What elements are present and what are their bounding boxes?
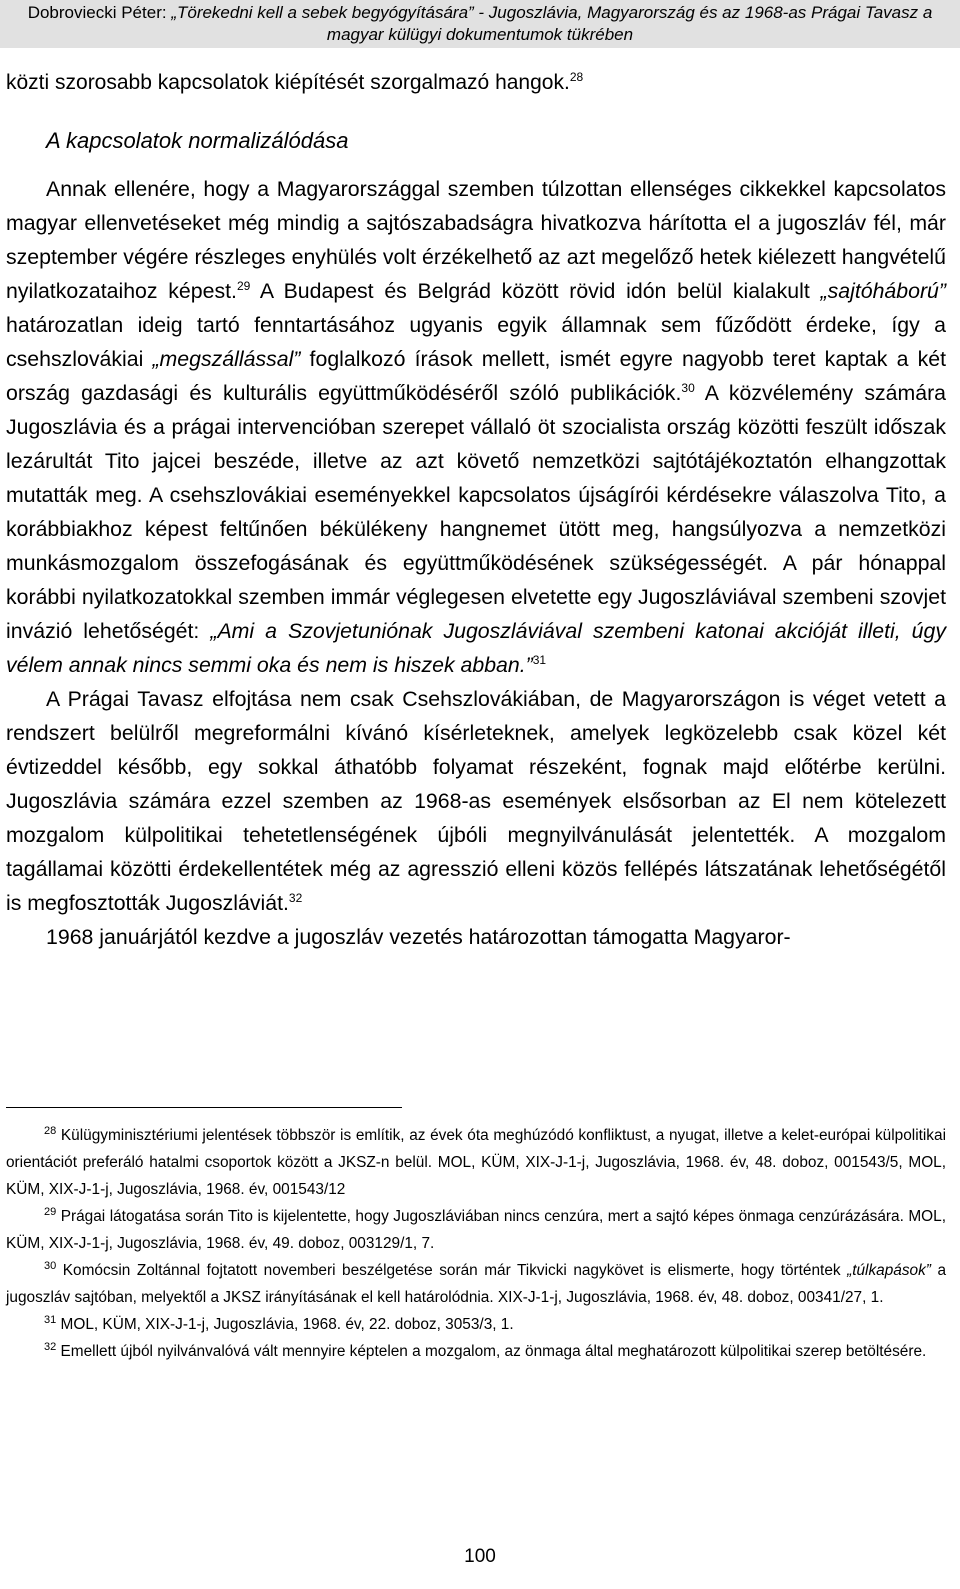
tito-quote: „Ami a Szovjetuniónak Jugoszláviával szembeni katonai akcióját illeti, úgy vélem annak nincs semmi oka és nem is hiszek abban.” <box>6 619 946 677</box>
section-heading: A kapcsolatok normalizálódása <box>46 128 349 153</box>
footnote-ref-31[interactable]: 31 <box>532 652 547 667</box>
p1-text-b: A Budapest és Belgrád között rövid idón belül kialakult <box>250 279 821 303</box>
footnote-number: 28 <box>44 1124 57 1137</box>
footnote-28 <box>6 1122 946 1203</box>
footnote-text: a jugoszláv sajtóban, melyektől a JKSZ irányításának el kell határolódnia. XIX-J-1-j, Jugoszlávia, 1968. év, 48. doboz, 00341/27, 1. <box>6 1262 947 1306</box>
footnote-text: MOL, KÜM, XIX-J-1-j, Jugoszlávia, 1968. év, 22. doboz, 3053/3, 1. <box>60 1316 514 1333</box>
p2-text: A Prágai Tavasz elfojtása nem csak Csehszlovákiában, de Magyarországon is véget vetett a rendszert belülről megreformálni kívánó kísérleteknek, amelyek legközelebb csak közel két évtizeddel később, egy sokkal áthatóbb folyamat részeként, fognak majd előtérbe kerülni. Jugoszlávia számára ezzel szemben az 1968-as események elsősorban az El nem kötelezett mozgalom külpolitikai tehetetlenségének újbóli megnyilvánulását jelentették. A mozgalom tagállamai közötti érdekellentétek még az agresszió elleni közös fellépés látszatának lehetőségétől is megfosztották Jugoszláviát. <box>6 687 946 915</box>
p1-text-a: Annak ellenére, hogy a Magyarországgal szemben túlzottan ellenséges cikkekkel kapcsolatos magyar ellenvetéseket még mindig a sajtószabadságra hivatkozva hárította el a jugoszláv fél, már szeptember végére részleges enyhülés volt érzékelhető az azt megelőző hetek kiélezett hangvételű nyilatkozataihoz képest. <box>6 177 946 303</box>
page-number: 100 <box>464 1546 496 1567</box>
p1-text-e: A közvélemény számára Jugoszlávia és a prágai intervencióban szerepet vállaló öt szocialista ország közötti feszült időszak lezárultát Tito jajcei beszéde, illetve az azt követő nemzetközi sajtótájékoztatón elhangzottak mutatták meg. A csehszlovákiai eseményekkel kapcsolatos újságírói kérdésekre válaszolva Tito, a korábbiakhoz képest feltűnően békülékeny hangnemet ütött meg, hangsúlyozva a nemzetközi munkásmozgalom összefogásának és együttműködésének szükségességét. A pár hónappal korábbi nyilatkozatokkal szemben immár véglegesen elvetette egy Jugoszláviával szembeni szovjet invázió lehetőségét: <box>6 381 947 643</box>
lead-text: közti szorosabb kapcsolatok kiépítését szorgalmazó hangok. <box>6 71 570 94</box>
footnote-30 <box>6 1257 946 1311</box>
footnote-ref-29[interactable]: 29 <box>236 278 251 293</box>
running-header <box>0 0 960 48</box>
header-author: Dobroviecki Péter: <box>27 3 172 22</box>
footnote-29 <box>6 1203 946 1257</box>
footnote-text: Külügyminisztériumi jelentések többször is említik, az évek óta meghúzódó konfliktust, a nyugat, illetve a kelet-európai külpolitikai orientációt preferáló hatalmi csoportok között a JKSZ-n belül. MOL, KÜM, XIX-J-1-j, Jugoszlávia, 1968. év, 48. doboz, 001543/5, MOL, KÜM, XIX-J-1-j, Jugoszlávia, 1968. év, 001543/12 <box>6 1127 946 1198</box>
footnote-number: 30 <box>44 1259 57 1272</box>
main-text <box>6 66 946 954</box>
lead-paragraph <box>6 66 946 100</box>
footnote-number: 29 <box>44 1205 57 1218</box>
p1-italic-sajtohaboru: „sajtóháború” <box>820 279 946 303</box>
p1-text-d: foglalkozó írások mellett, ismét egyre nagyobb teret kaptak a két ország gazdasági és kulturális együttműködéséről szóló publikációk. <box>6 347 946 405</box>
paragraph-3: 1968 januárjától kezdve a jugoszláv vezetés határozottan támogatta Magyaror- <box>46 925 791 949</box>
footnote-text: Komócsin Zoltánnal fojtatott novemberi beszélgetése során már Tikvicki nagykövet is elismerte, hogy történtek <box>62 1262 848 1279</box>
footnote-separator <box>6 1107 402 1108</box>
footnote-text: Prágai látogatása során Tito is kijelentette, hogy Jugoszláviában nincs cenzúra, mert a sajtó képes önmaga cenzúrázására. MOL, KÜM, XIX-J-1-j, Jugoszlávia, 1968. év, 49. doboz, 003129/1, 7. <box>6 1208 946 1252</box>
footnote-ref-30[interactable]: 30 <box>681 380 695 395</box>
footnote-ref-28[interactable]: 28 <box>569 70 584 84</box>
footnote-31 <box>6 1311 946 1338</box>
footnotes <box>6 1122 946 1365</box>
paragraph-1 <box>6 172 946 682</box>
header-title: „Törekedni kell a sebek begyógyítására” - Jugoszlávia, Magyarország és az 1968-as Prágai Tavasz a magyar külügyi dokumentumok tükrében <box>171 3 933 44</box>
footnote-number: 31 <box>44 1313 57 1326</box>
p1-text-c: határozatlan ideig tartó fenntartásához ugyanis egyik államnak sem fűződött érdeke, így a csehszlovákiai <box>6 313 946 371</box>
footnote-32 <box>6 1338 946 1365</box>
p1-italic-megszallas: „megszállással” <box>152 347 301 371</box>
paragraph-2 <box>6 682 946 920</box>
footnote-text: Emellett újból nyilvánvalóvá vált mennyire képtelen a mozgalom, az önmaga által meghatározott külpolitikai szerep betöltésére. <box>60 1343 927 1360</box>
footnote-ref-32[interactable]: 32 <box>288 890 303 905</box>
footnote-italic: „túlkapások” <box>847 1262 931 1279</box>
footnote-number: 32 <box>44 1340 57 1353</box>
